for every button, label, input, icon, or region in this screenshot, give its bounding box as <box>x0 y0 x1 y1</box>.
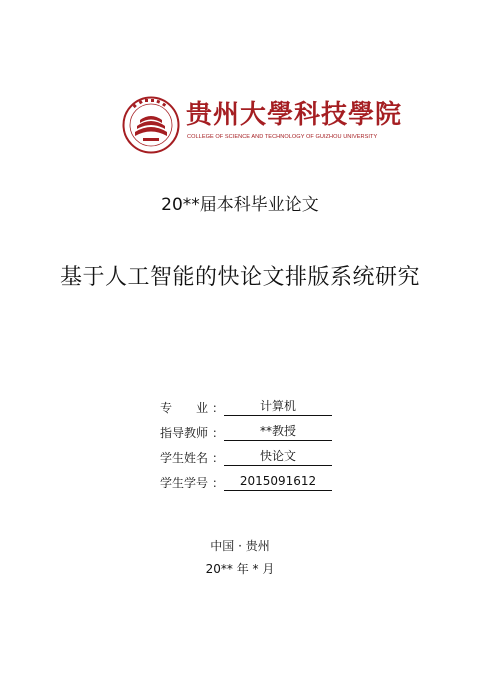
colon: ： <box>212 451 225 465</box>
student-id-label: 学生学号 <box>160 476 209 490</box>
advisor-value: **教授 <box>224 423 332 441</box>
university-logo <box>122 96 403 156</box>
student-name-label: 学生姓名 <box>160 451 209 465</box>
thesis-subtitle: 20**届本科毕业论文 <box>161 195 319 215</box>
info-row-student-id <box>160 473 360 498</box>
colon: ： <box>212 401 225 415</box>
info-row-advisor <box>160 423 360 448</box>
colon: ： <box>212 426 225 440</box>
major-value: 计算机 <box>224 398 332 416</box>
info-row-major <box>160 398 360 423</box>
university-name-en: COLLEGE OF SCIENCE AND TECHNOLOGY OF GUIZHOU UNIVERSITY <box>187 134 378 140</box>
date-text: 20** 年 * 月 <box>205 562 275 576</box>
info-row-student-name <box>160 448 360 473</box>
university-name-cn: 贵州大學科技學院 <box>186 100 403 130</box>
colon: ： <box>212 476 225 490</box>
student-name-value: 快论文 <box>224 448 332 466</box>
university-seal-icon <box>122 96 180 154</box>
major-label: 专 业 <box>160 401 209 415</box>
student-info-block <box>160 398 360 498</box>
advisor-label: 指导教师 <box>160 426 209 440</box>
location-text: 中国 · 贵州 <box>210 539 270 553</box>
thesis-title: 基于人工智能的快论文排版系统研究 <box>59 265 420 290</box>
student-id-value: 2015091612 <box>224 473 332 491</box>
